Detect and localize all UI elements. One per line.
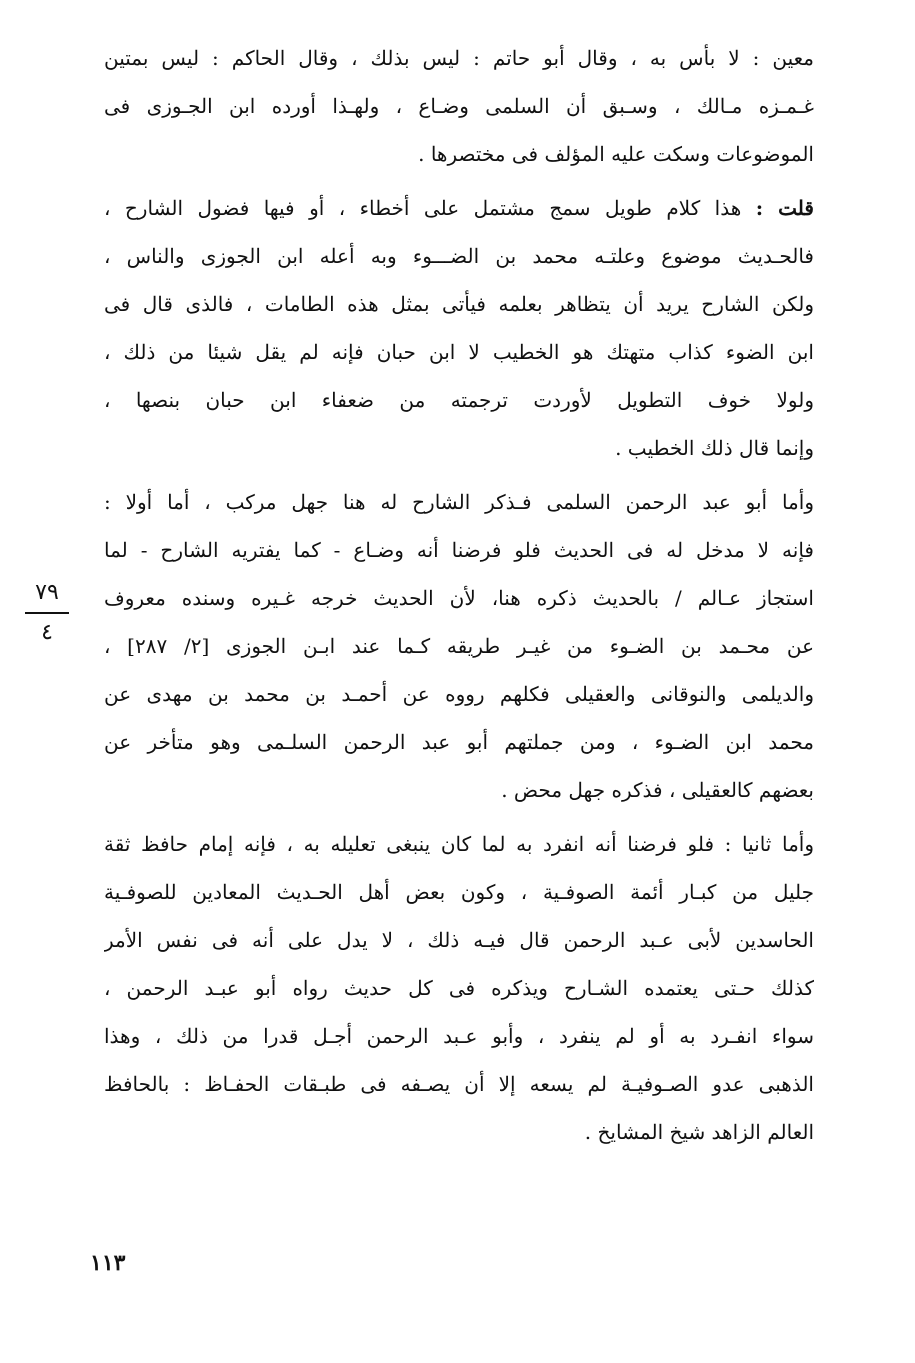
text-line: كذلك حـتى يعتمده الشـارح ويذكره فى كل حديث رواه أبو عبـد الرحمن ، <box>104 976 814 1000</box>
margin-reference-volume: ٧٩ <box>35 580 59 605</box>
paragraph-1 <box>104 34 814 178</box>
text-line: محمد ابن الضـوء ، ومن جملتهم أبو عبد الرحمن السلـمى وهو متأخر عن <box>104 730 814 754</box>
text-line: ولكن الشارح يريد أن يتظاهر بعلمه فيأتى بمثل هذه الطامات ، فالذى قال فى <box>104 292 814 316</box>
line-text: هذا كلام طويل سمج مشتمل على أخطاء ، أو فيها فضول الشارح ، <box>104 196 756 220</box>
text-line: الحاسدين لأبى عـبد الرحمن قال فيـه ذلك ، لا يدل على أنه فى نفس الأمر <box>104 928 814 952</box>
text-line: وأما أبو عبد الرحمن السلمى فـذكر الشارح له هنا جهل مركب ، أما أولا : <box>104 490 814 514</box>
text-line: ولولا خوف التطويل لأوردت ترجمته من ضعفاء ابن حبان بنصها ، <box>104 388 814 412</box>
margin-reference-page: ٤ <box>41 620 53 645</box>
text-line: الذهبى عدو الصـوفيـة لم يسعه إلا أن يصـفه فى طبـقات الحفـاظ : بالحافظ <box>104 1072 814 1096</box>
paragraph-4 <box>104 820 814 1156</box>
text-line: العالم الزاهد شيخ المشايخ . <box>584 1120 814 1144</box>
paragraph-3 <box>104 478 814 814</box>
text-line: غـمـزه مـالك ، وسـبق أن السلمى وضـاع ، ولهـذا أورده ابن الجـوزى فى <box>104 94 814 118</box>
paragraph-2 <box>104 184 814 472</box>
text-line: وإنما قال ذلك الخطيب . <box>615 436 814 460</box>
text-line: فإنه لا مدخل له فى الحديث فلو فرضنا أنه وضـاع - كما يفتريه الشارح - لما <box>104 538 814 562</box>
text-line: وأما ثانيا : فلو فرضنا أنه انفرد به لما كان ينبغى تعليله به ، فإنه إمام حافظ ثقة <box>104 832 814 856</box>
page-body <box>104 34 814 1156</box>
text-line: عن محـمد بن الضـوء من غيـر طريقه كـما عند ابـن الجوزى [٢/ ٢٨٧] ، <box>104 634 814 658</box>
text-line: الموضوعات وسكت عليه المؤلف فى مختصرها . <box>418 142 814 166</box>
text-line <box>104 184 814 232</box>
lead-word: قلت : <box>755 196 814 220</box>
page-number: ١١٣ <box>90 1250 126 1276</box>
text-line: جليل من كبـار أئمة الصوفـية ، وكون بعض أهل الحـديث المعادين للصوفـية <box>104 880 814 904</box>
margin-reference <box>22 578 72 648</box>
text-line: سواء انفـرد به أو لم ينفرد ، وأبو عـبد الرحمن أجـل قدرا من ذلك ، وهذا <box>104 1024 814 1048</box>
text-line: فالحـديث موضوع وعلتـه محمد بن الضـــوء وبه أعله ابن الجوزى والناس ، <box>104 244 814 268</box>
text-line: والديلمى والنوقانى والعقيلى فكلهم رووه عن أحمـد بن محمد بن مهدى عن <box>104 682 814 706</box>
text-line: معين : لا بأس به ، وقال أبو حاتم : ليس بذلك ، وقال الحاكم : ليس بمتين <box>104 46 814 70</box>
text-line: بعضهم كالعقيلى ، فذكره جهل محض . <box>501 778 814 802</box>
text-line: استجاز عـالم / بالحديث ذكره هنا، لأن الحديث خرجه غـيره وسنده معروف <box>104 586 814 610</box>
text-line: ابن الضوء كذاب متهتك هو الخطيب لا ابن حبان فإنه لم يقل شيئا من ذلك ، <box>104 340 814 364</box>
margin-reference-divider <box>25 612 69 614</box>
